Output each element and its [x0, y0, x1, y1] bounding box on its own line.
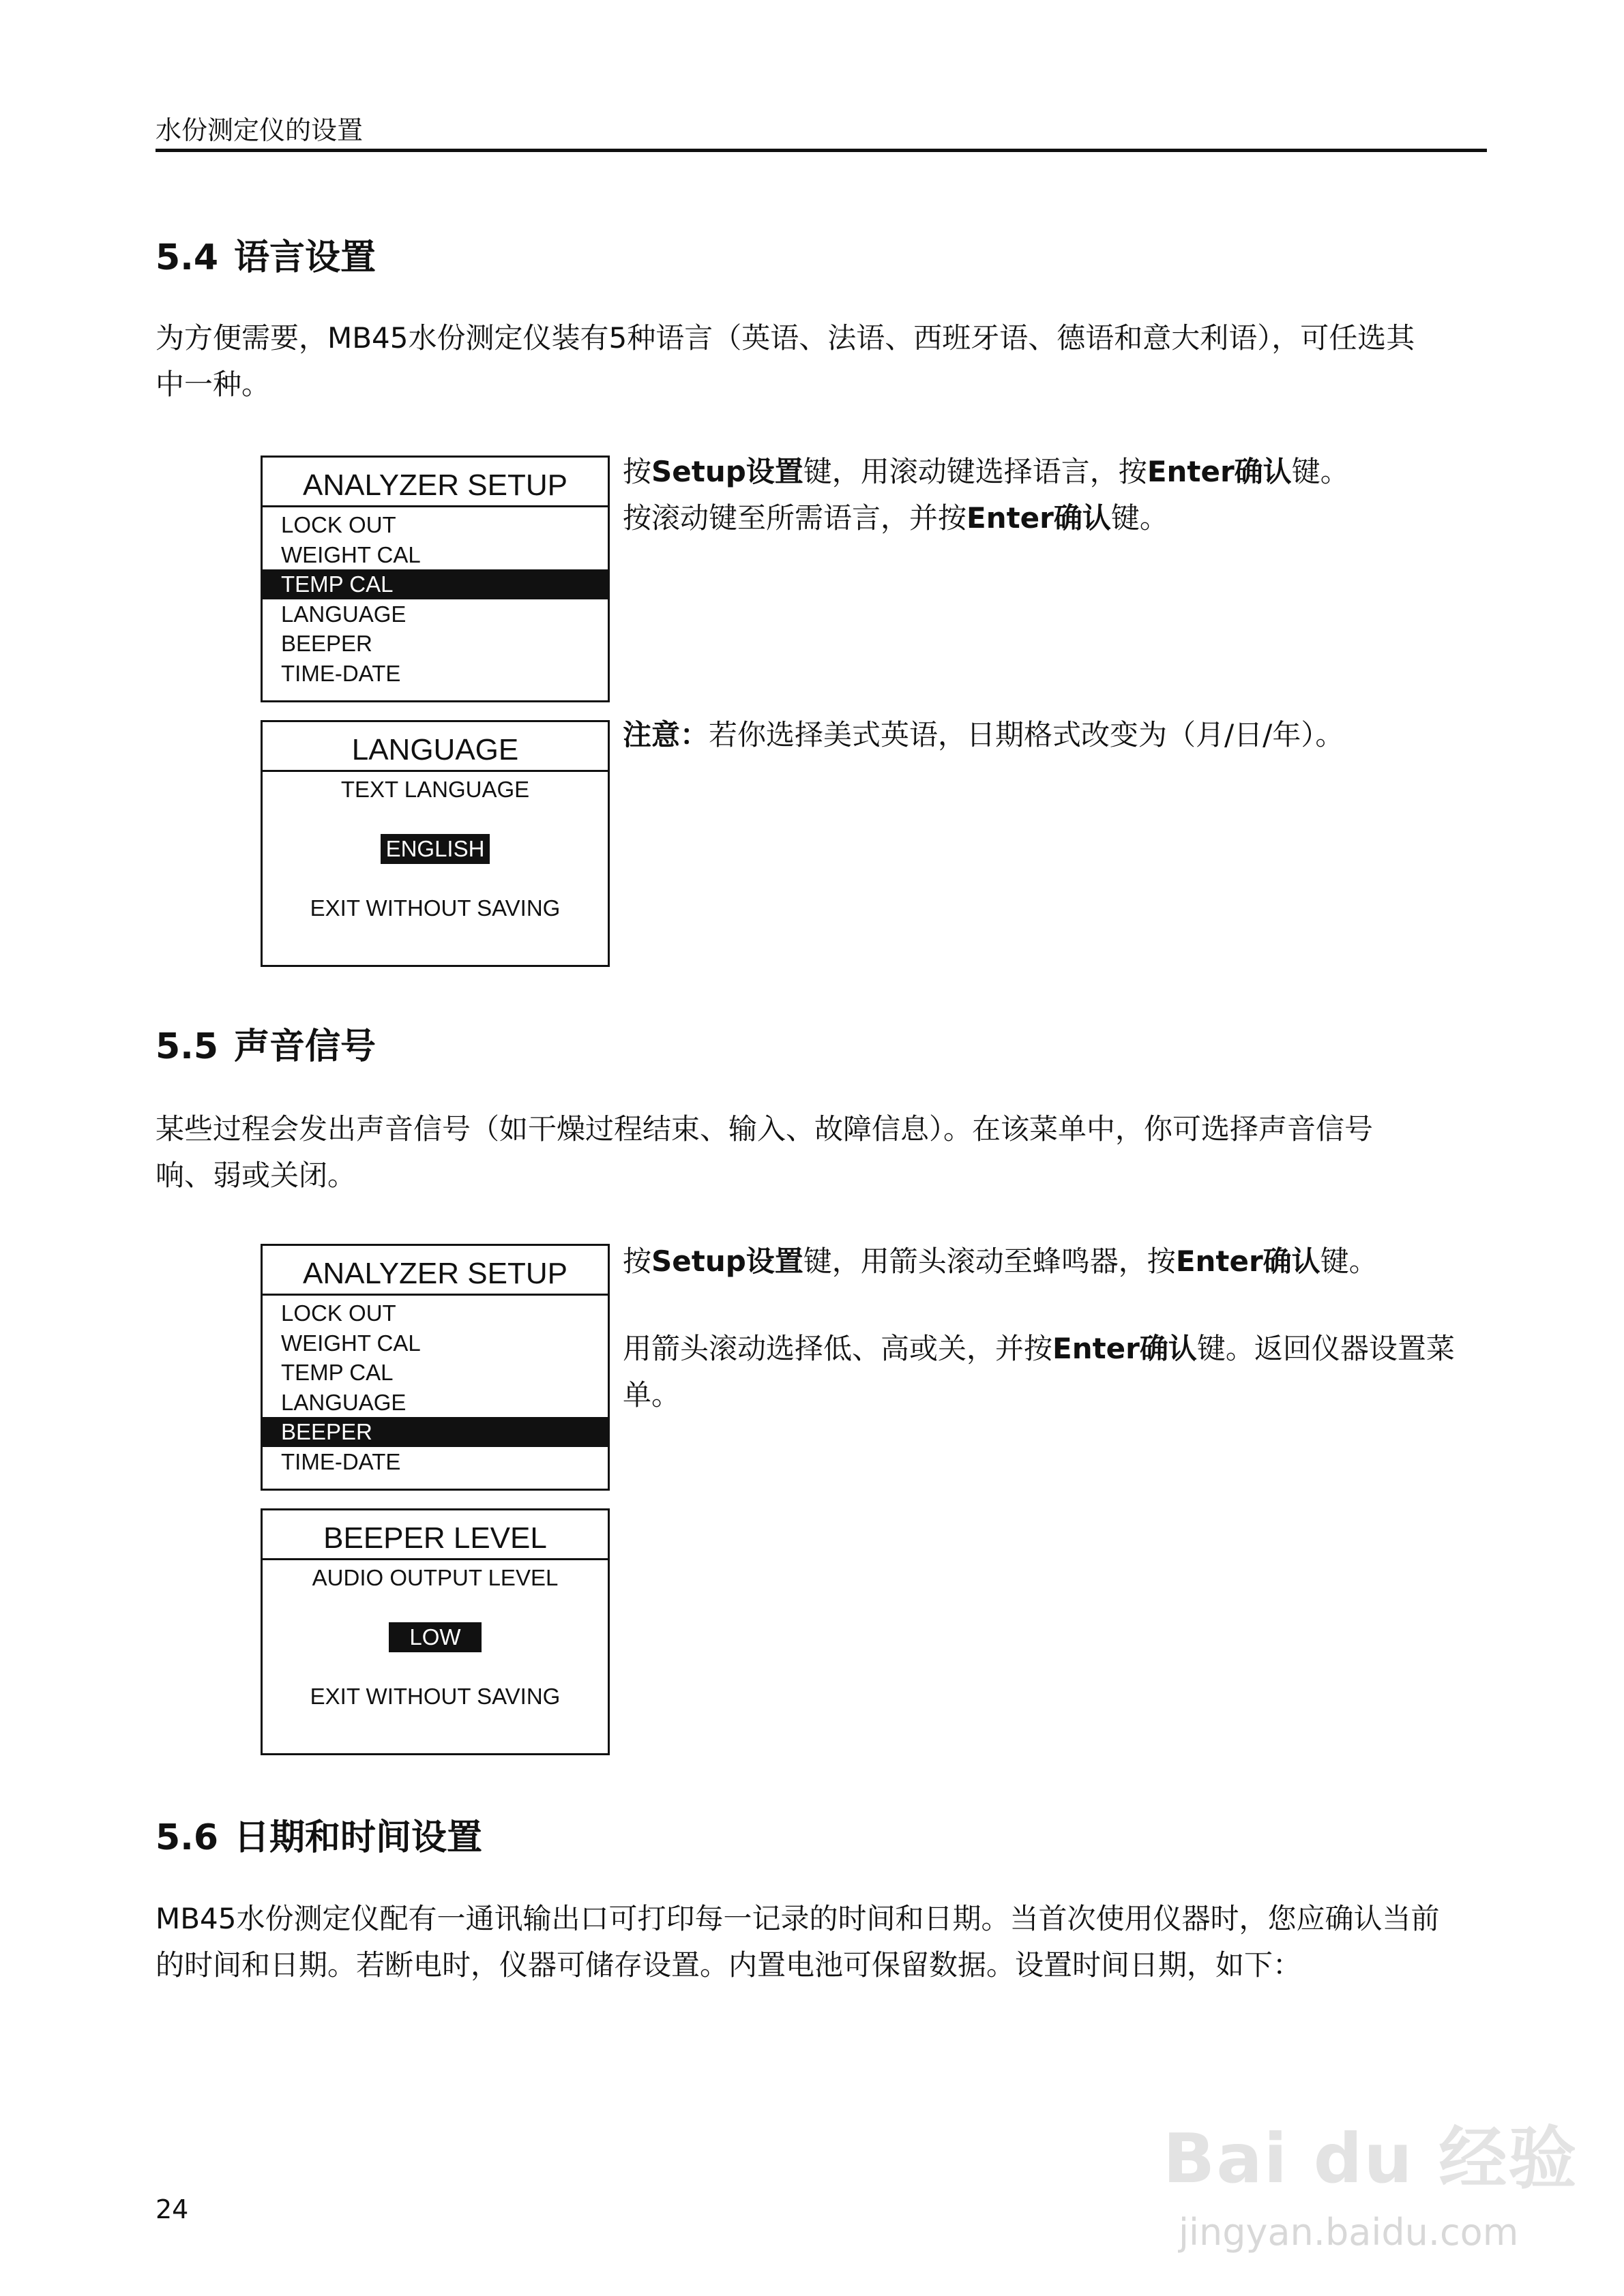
selected-value: ENGLISH [381, 834, 490, 864]
section-5-5-instructions [623, 1238, 1487, 1285]
selected-value: LOW [389, 1622, 482, 1652]
menu-item: BEEPER [281, 631, 372, 656]
screen-title: ANALYZER SETUP [263, 1246, 608, 1296]
analyzer-setup-screen-language [261, 456, 610, 702]
paragraph-line: 中一种。 [156, 368, 271, 401]
menu-item: WEIGHT CAL [281, 1330, 421, 1356]
menu-item-selected: TEMP CAL [263, 569, 608, 599]
paragraph-line: 的时间和日期。若断电时，仪器可储存设置。内置电池可保留数据。设置时间日期，如下： [156, 1948, 1302, 1982]
menu-item: WEIGHT CAL [281, 541, 421, 567]
menu-item: LANGUAGE [281, 601, 407, 627]
section-5-4-paragraph [156, 315, 1487, 408]
section-heading-5-5 [156, 1017, 376, 1069]
baidu-watermark-url: jingyan.baidu.com [1179, 2211, 1519, 2254]
paragraph-line: 响、弱或关闭。 [156, 1159, 357, 1192]
section-title: 语言设置 [234, 237, 377, 278]
instruction-line: 按Setup设置键，用滚动键选择语言，按Enter确认键。 [623, 455, 1349, 488]
section-title: 日期和时间设置 [234, 1817, 483, 1858]
menu-item-selected: BEEPER [263, 1417, 608, 1447]
instruction-line: 单。 [623, 1378, 681, 1412]
section-number: 5.6 [156, 1817, 219, 1858]
note-text: 若你选择美式英语，日期格式改变为（月/日/年）。 [709, 718, 1344, 751]
paragraph-line: MB45水份测定仪配有一通讯输出口可打印每一记录的时间和日期。当首次使用仪器时，您应确认当前 [156, 1902, 1440, 1935]
section-heading-5-4 [156, 228, 376, 280]
menu-item: LANGUAGE [281, 1389, 407, 1415]
menu-item: TIME-DATE [281, 1448, 401, 1474]
section-5-5-instructions-2 [623, 1326, 1487, 1418]
beeper-level-screen [261, 1508, 610, 1755]
screen-subtitle: AUDIO OUTPUT LEVEL [312, 1565, 559, 1590]
screen-title: BEEPER LEVEL [263, 1510, 608, 1560]
screen-title: ANALYZER SETUP [263, 458, 608, 507]
section-5-5-paragraph [156, 1106, 1487, 1199]
screen-footer: EXIT WITHOUT SAVING [310, 1684, 561, 1709]
header-rule [156, 149, 1487, 152]
paragraph-line: 某些过程会发出声音信号（如干燥过程结束、输入、故障信息）。在该菜单中，你可选择声音信号 [156, 1112, 1374, 1146]
menu-item: LOCK OUT [281, 1300, 396, 1326]
section-title: 声音信号 [234, 1026, 377, 1067]
language-screen [261, 720, 610, 967]
section-number: 5.4 [156, 237, 219, 278]
page-number: 24 [156, 2194, 189, 2224]
paragraph-line: 为方便需要，MB45水份测定仪装有5种语言（英语、法语、西班牙语、德语和意大利语），可任选其 [156, 321, 1415, 355]
instruction-line: 用箭头滚动选择低、高或关，并按Enter确认键。返回仪器设置菜 [623, 1332, 1455, 1365]
running-header: 水份测定仪的设置 [156, 115, 364, 145]
section-number: 5.5 [156, 1026, 219, 1067]
menu-item: TIME-DATE [281, 660, 401, 686]
section-5-6-paragraph [156, 1896, 1487, 1988]
section-5-4-instructions [623, 449, 1487, 541]
baidu-watermark-logo: Bai du 经验 [1163, 2119, 1578, 2198]
screen-footer: EXIT WITHOUT SAVING [310, 895, 561, 921]
section-5-4-note [623, 712, 1487, 758]
instruction-line: 按Setup设置键，用箭头滚动至蜂鸣器，按Enter确认键。 [623, 1244, 1378, 1278]
analyzer-setup-screen-beeper [261, 1244, 610, 1491]
instruction-line: 按滚动键至所需语言，并按Enter确认键。 [623, 501, 1168, 535]
note-label: 注意： [623, 718, 709, 751]
menu-item: TEMP CAL [281, 1360, 394, 1385]
menu-item: LOCK OUT [281, 512, 396, 537]
screen-title: LANGUAGE [263, 722, 608, 772]
section-heading-5-6 [156, 1808, 482, 1860]
screen-subtitle: TEXT LANGUAGE [340, 777, 530, 802]
